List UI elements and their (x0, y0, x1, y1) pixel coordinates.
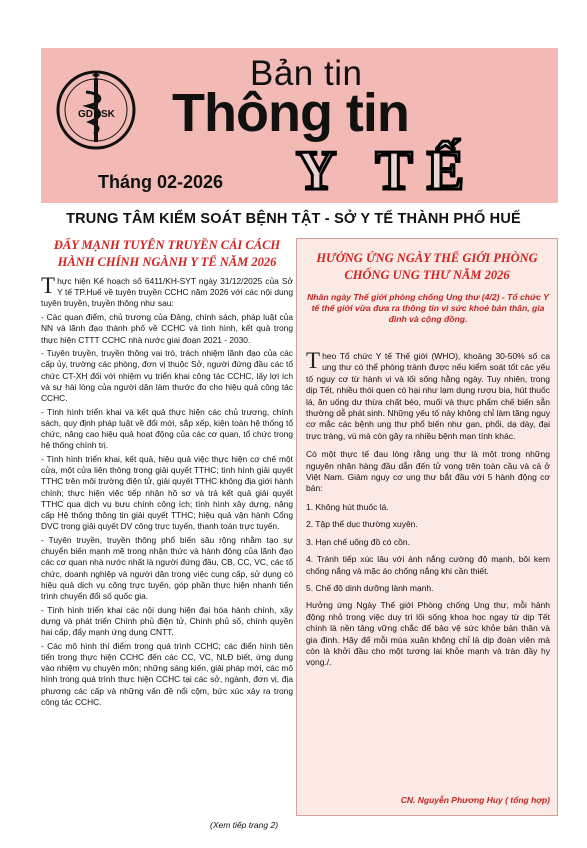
left-paragraph: - Tuyên truyền, truyền thông vai trò, trách nhiệm lãnh đạo của các cấp ủy, trường các phòng, đơn vị thuộc Sở, người đứng đầu các tổ chức CT-XH đối với nhiệm vụ triển khai công tác CCHC, lấy lợi ích và sự hài lòng của người dân làm thước đo cho hiệu quả công tác CCHC. (41, 348, 293, 404)
right-paragraph: Theo Tổ chức Y tế Thế giới (WHO), khoảng 30-50% số ca ung thư có thể phòng tránh được nếu kiểm soát tốt các yếu tố nguy cơ từ hành vi và lối sống hằng ngày. Tuy nhiên, trong dịp Tết, nhiều thói quen có hại như lạm dụng rượu bia, hút thuốc lá, ăn uống dư thừa chất béo, muối và thực phẩm chế biến sẵn thường dễ phát sinh. Những yếu tố này không chỉ làm tăng nguy cơ mắc các bệnh ung thư phổ biến như gan, phổi, dạ dày, đại trực tràng, vú mà còn gây ra nhiều bệnh mạn tính khác. (306, 348, 550, 441)
health-education-logo (54, 68, 138, 152)
list-item: 5. Chế độ dinh dưỡng lành mạnh. (306, 582, 434, 593)
svg-text:SK: SK (101, 109, 115, 120)
drop-cap: T (306, 348, 321, 373)
left-article-title: ĐẨY MẠNH TUYÊN TRUYỀN CẢI CÁCH HÀNH CHÍNH NGÀNH Y TẾ NĂM 2026 (53, 238, 281, 269)
publisher-line: TRUNG TÂM KIỂM SOÁT BỆNH TẬT - SỞ Y TẾ THÀNH PHỐ HUẾ (66, 211, 521, 227)
bulletin-title-yte: Y TẾ (296, 140, 479, 202)
left-paragraph: - Các mô hình thí điểm trong quá trình CCHC; các điển hình tiên tiến trong thực hiện CCHC đến các CC, VC, NLĐ biết, ứng dụng vào nhiệm vụ chuyên môn; những sáng kiến, giải pháp mới, các mô hình trong quá trình thực hiện CCHC tại các sở, ngành, đơn vị, địa phương các cấp và những vấn đề nổi cộm, bức xúc xảy ra trong công tác CCHC. (41, 640, 293, 707)
list-item: 3. Hạn chế uống đồ có cồn. (306, 536, 410, 547)
left-paragraph: - Tuyên truyền, truyền thông phổ biến sâu rộng nhằm tạo sự chuyển biến mạnh mẽ trong nhận thức và hành động của lãnh đạo các cơ quan nhà nước nhất là người đứng đầu, CB, CC, VC, các tổ chức, doanh nghiệp và người dân trong việc cung cấp, sử dụng có hiệu quả dịch vụ công trực tuyến, góp phần thực hiện nhanh tiến trình chuyển đổi số quốc gia. (41, 534, 293, 601)
svg-text:GD: GD (78, 109, 93, 120)
left-paragraph: - Tình hình triển khai, kết quả, hiệu quả việc thực hiện cơ chế một cửa, một cửa liên thông trong giải quyết TTHC; tình hình giải quyết TTHC trên môi trường điện tử, giải quyết TTHC không địa giới hành chính; thực hiện việc tiếp nhận hồ sơ và trả kết quả giải quyết TTHC qua dịch vụ bưu chính công ích; tình hình xây dựng, nâng cấp Hệ thống thông tin giải quyết TTHC; hiệu quả vận hành Cổng DVC trong giải quyết DV công trực tuyến, thanh toán trực tuyến. (41, 454, 293, 532)
bulletin-title: Thông tin (172, 83, 409, 143)
right-article-title: HƯỞNG ỨNG NGÀY THẾ GIỚI PHÒNG CHỐNG UNG THƯ NĂM 2026 (316, 251, 538, 282)
left-paragraph: - Tình hình triển khai các nội dung hiện đại hóa hành chính, xây dựng và phát triển Chính phủ điện tử, Chính phủ số, chính quyền hai cấp, đẩy mạnh ứng dụng CNTT. (41, 604, 293, 638)
bulletin-label: Bản tin (250, 54, 363, 93)
list-item: 2. Tập thể dục thường xuyên. (306, 519, 418, 530)
right-paragraph: Hưởng ứng Ngày Thế giới Phòng chống Ung thư, mỗi hành động nhỏ trong việc duy trì lối sống khoa học ngay từ dịp Tết chính là nền tảng vững chắc để bảo vệ sức khỏe bản thân và gia đình. Hãy để mỗi mùa xuân không chỉ là dịp đoàn viên mà còn là khởi đầu cho một tương lai khỏe mạnh và tràn đầy hy vọng./. (306, 600, 550, 668)
drop-cap: T (41, 273, 56, 298)
left-paragraph: - Các quan điểm, chủ trương của Đảng, chính sách, pháp luật của NN và lãnh đạo thành phố về CCHC và tình hình, kết quả trong thực hiện CTTT CCHC nhà nước giai đoạn 2021 - 2030. (41, 312, 293, 345)
right-article-lead: Nhân ngày Thế giới phòng chống Ung thư (4/2) - Tổ chức Y tế thế giới vừa đưa ra thông tin vì sức khoẻ bản thân, gia đình và cộng đồng. (307, 292, 549, 324)
right-article-body (306, 348, 550, 676)
left-paragraph: - Tình hình triển khai và kết quả thực hiện các chủ trương, chính sách, quy định pháp luật về đổi mới, sắp xếp, kiện toàn hệ thống tổ chức, nâng cao hiệu quả hoạt động của các cơ quan, tổ chức trong hệ thống chính trị. (41, 406, 293, 451)
right-paragraph: Có một thực tế đau lòng rằng ung thư là một trong những nguyên nhân hàng đầu dẫn đến tử vong trên toàn cầu và cả ở Việt Nam. Giảm nguy cơ ung thư bắt đầu với 5 hành động cơ bản: (306, 449, 550, 494)
left-article-body (41, 273, 293, 711)
continued-note: (Xem tiếp trang 2) (210, 820, 279, 830)
list-item: 4. Tránh tiếp xúc lâu với ánh nắng cường độ mạnh, bôi kem chống nắng và mặc áo chống nắng khi cần thiết. (306, 554, 550, 576)
issue-month: Tháng 02-2026 (98, 172, 224, 192)
left-paragraph: Thực hiện Kế hoạch số 6411/KH-SYT ngày 31/12/2025 của Sở Y tế TP.Huế về tuyên truyền CCHC năm 2026 với các nội dung tuyên truyền, truyền thông như sau: (41, 273, 293, 309)
list-item: 1. Không hút thuốc lá. (306, 501, 389, 512)
author-credit: CN. Nguyễn Phương Huy ( tổng hợp) (400, 795, 550, 805)
